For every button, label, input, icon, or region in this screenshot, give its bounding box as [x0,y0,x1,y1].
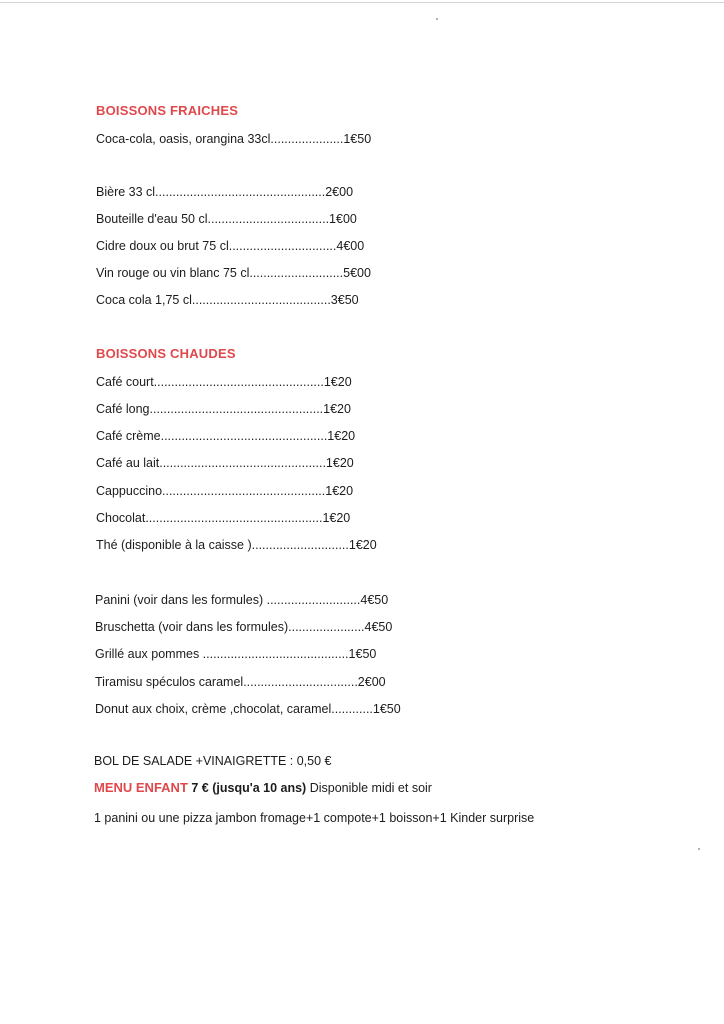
menu-item: Donut aux choix, crème ,chocolat, caramel............1€50 [95,702,401,716]
menu-item: Panini (voir dans les formules) ...........................4€50 [95,593,389,607]
section-title-boissons-chaudes: BOISSONS CHAUDES [96,346,236,361]
scan-speck [436,18,438,20]
menu-enfant-title: MENU ENFANT [94,780,188,795]
menu-item: Bouteille d'eau 50 cl...................................1€00 [96,212,357,226]
menu-item: Bière 33 cl.................................................2€00 [96,185,354,199]
menu-item: Tiramisu spéculos caramel.................................2€00 [95,675,386,689]
menu-item: Cappuccino...............................................1€20 [96,484,354,498]
salad-line: BOL DE SALADE +VINAIGRETTE : 0,50 € [94,754,332,768]
menu-item: Café court.................................................1€20 [96,375,352,389]
menu-item: Bruschetta (voir dans les formules)......................4€50 [95,620,393,634]
menu-enfant-availability: Disponible midi et soir [309,781,432,795]
section-title-boissons-fraiches: BOISSONS FRAICHES [96,103,239,118]
menu-item: Café long..................................................1€20 [96,402,351,416]
menu-item: Grillé aux pommes ..........................................1€50 [95,647,377,661]
menu-enfant-price: 7 € (jusqu'a 10 ans) [191,781,307,795]
menu-item: Café au lait................................................1€20 [96,456,354,470]
menu-item: Coca-cola, oasis, orangina 33cl.....................1€50 [96,132,372,146]
menu-item: Chocolat...................................................1€20 [96,511,351,525]
menu-item: Vin rouge ou vin blanc 75 cl...........................5€00 [96,266,371,280]
menu-item: Cidre doux ou brut 75 cl...............................4€00 [96,239,365,253]
menu-enfant-details: 1 panini ou une pizza jambon fromage+1 compote+1 boisson+1 Kinder surprise [94,811,535,825]
menu-enfant-line [94,780,432,795]
menu-item: Coca cola 1,75 cl........................................3€50 [96,293,359,307]
menu-item: Café crème................................................1€20 [96,429,356,443]
scan-speck [698,848,700,850]
menu-item: Thé (disponible à la caisse )............................1€20 [96,538,377,552]
scan-border [0,2,724,3]
